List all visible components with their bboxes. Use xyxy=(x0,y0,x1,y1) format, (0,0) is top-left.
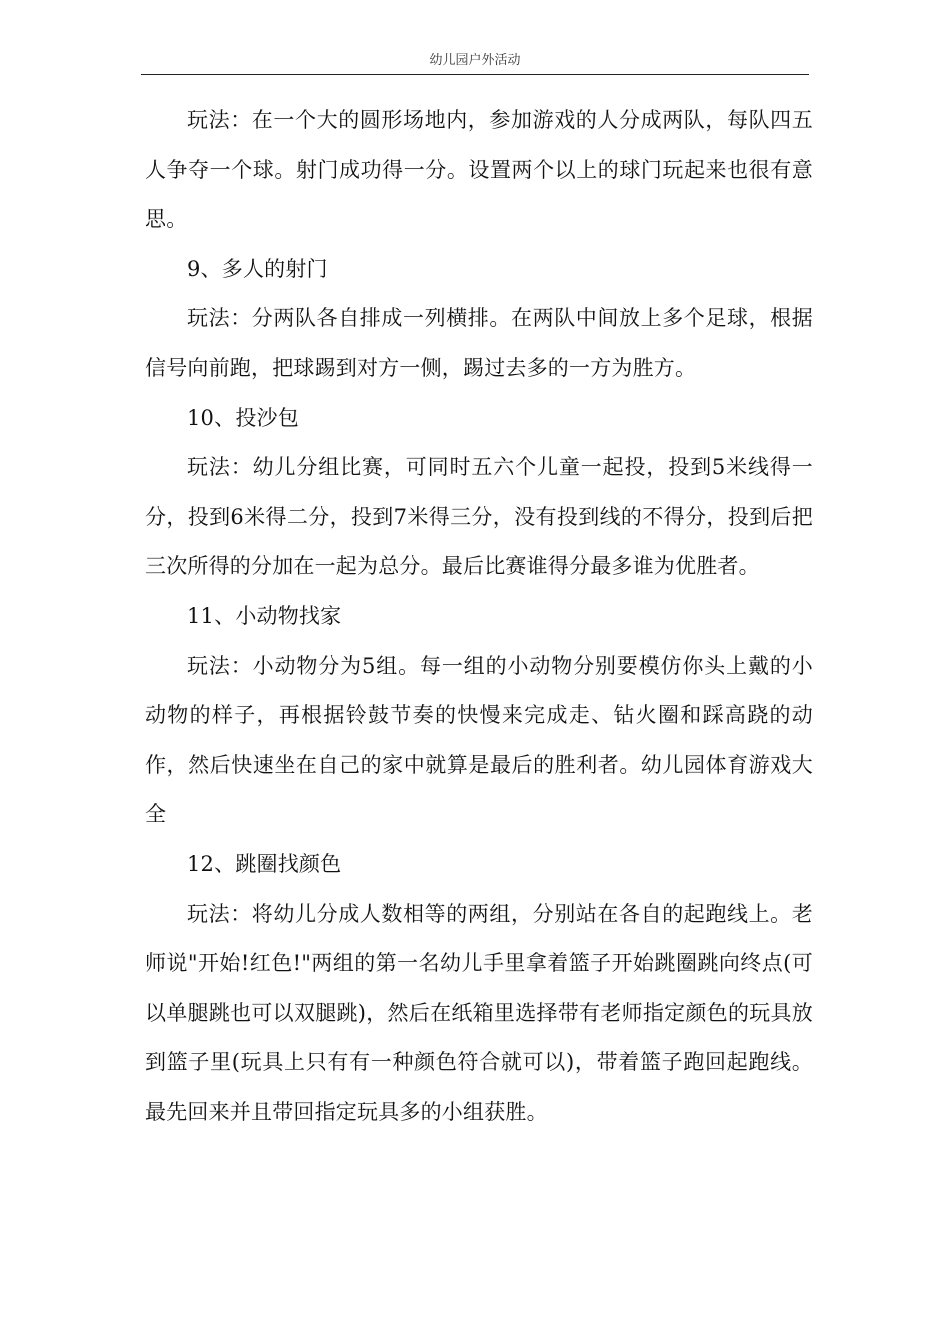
paragraph-game-9-rules: 玩法：分两队各自排成一列横排。在两队中间放上多个足球，根据信号向前跑，把球踢到对方一侧，踢过去多的一方为胜方。 xyxy=(145,306,813,380)
heading-game-9: 9、多人的射门 xyxy=(187,256,328,281)
paragraph-game-12-rules: 玩法：将幼儿分成人数相等的两组，分别站在各自的起跑线上。老师说"开始!红色!"两组的第一名幼儿手里拿着篮子开始跳圈跳向终点(可以单腿跳也可以双腿跳)，然后在纸箱里选择带有老师指定颜色的玩具放到篮子里(玩具上只有有一种颜色符合就可以)，带着篮子跑回起跑线。最先回来并且带回指定玩具多的小组获胜。 xyxy=(145,901,813,1124)
header-title: 幼儿园户外活动 xyxy=(429,53,521,68)
heading-game-12: 12、跳圈找颜色 xyxy=(187,851,342,876)
heading-game-11: 11、小动物找家 xyxy=(187,603,342,628)
page-header xyxy=(141,52,809,75)
paragraph-game-10-rules: 玩法：幼儿分组比赛，可同时五六个儿童一起投，投到5米线得一分，投到6米得二分，投到7米得三分，没有投到线的不得分，投到后把三次所得的分加在一起为总分。最后比赛谁得分最多谁为优胜者。 xyxy=(145,455,813,579)
paragraph-game-11-rules: 玩法：小动物分为5组。每一组的小动物分别要模仿你头上戴的小动物的样子，再根据铃鼓节奏的快慢来完成走、钻火圈和踩高跷的动作，然后快速坐在自己的家中就算是最后的胜利者。幼儿园体育游戏大全 xyxy=(145,653,813,827)
paragraph-game-8-rules: 玩法：在一个大的圆形场地内，参加游戏的人分成两队，每队四五人争夺一个球。射门成功得一分。设置两个以上的球门玩起来也很有意思。 xyxy=(145,108,813,232)
heading-game-10: 10、投沙包 xyxy=(187,405,299,430)
document-body xyxy=(145,96,813,1137)
